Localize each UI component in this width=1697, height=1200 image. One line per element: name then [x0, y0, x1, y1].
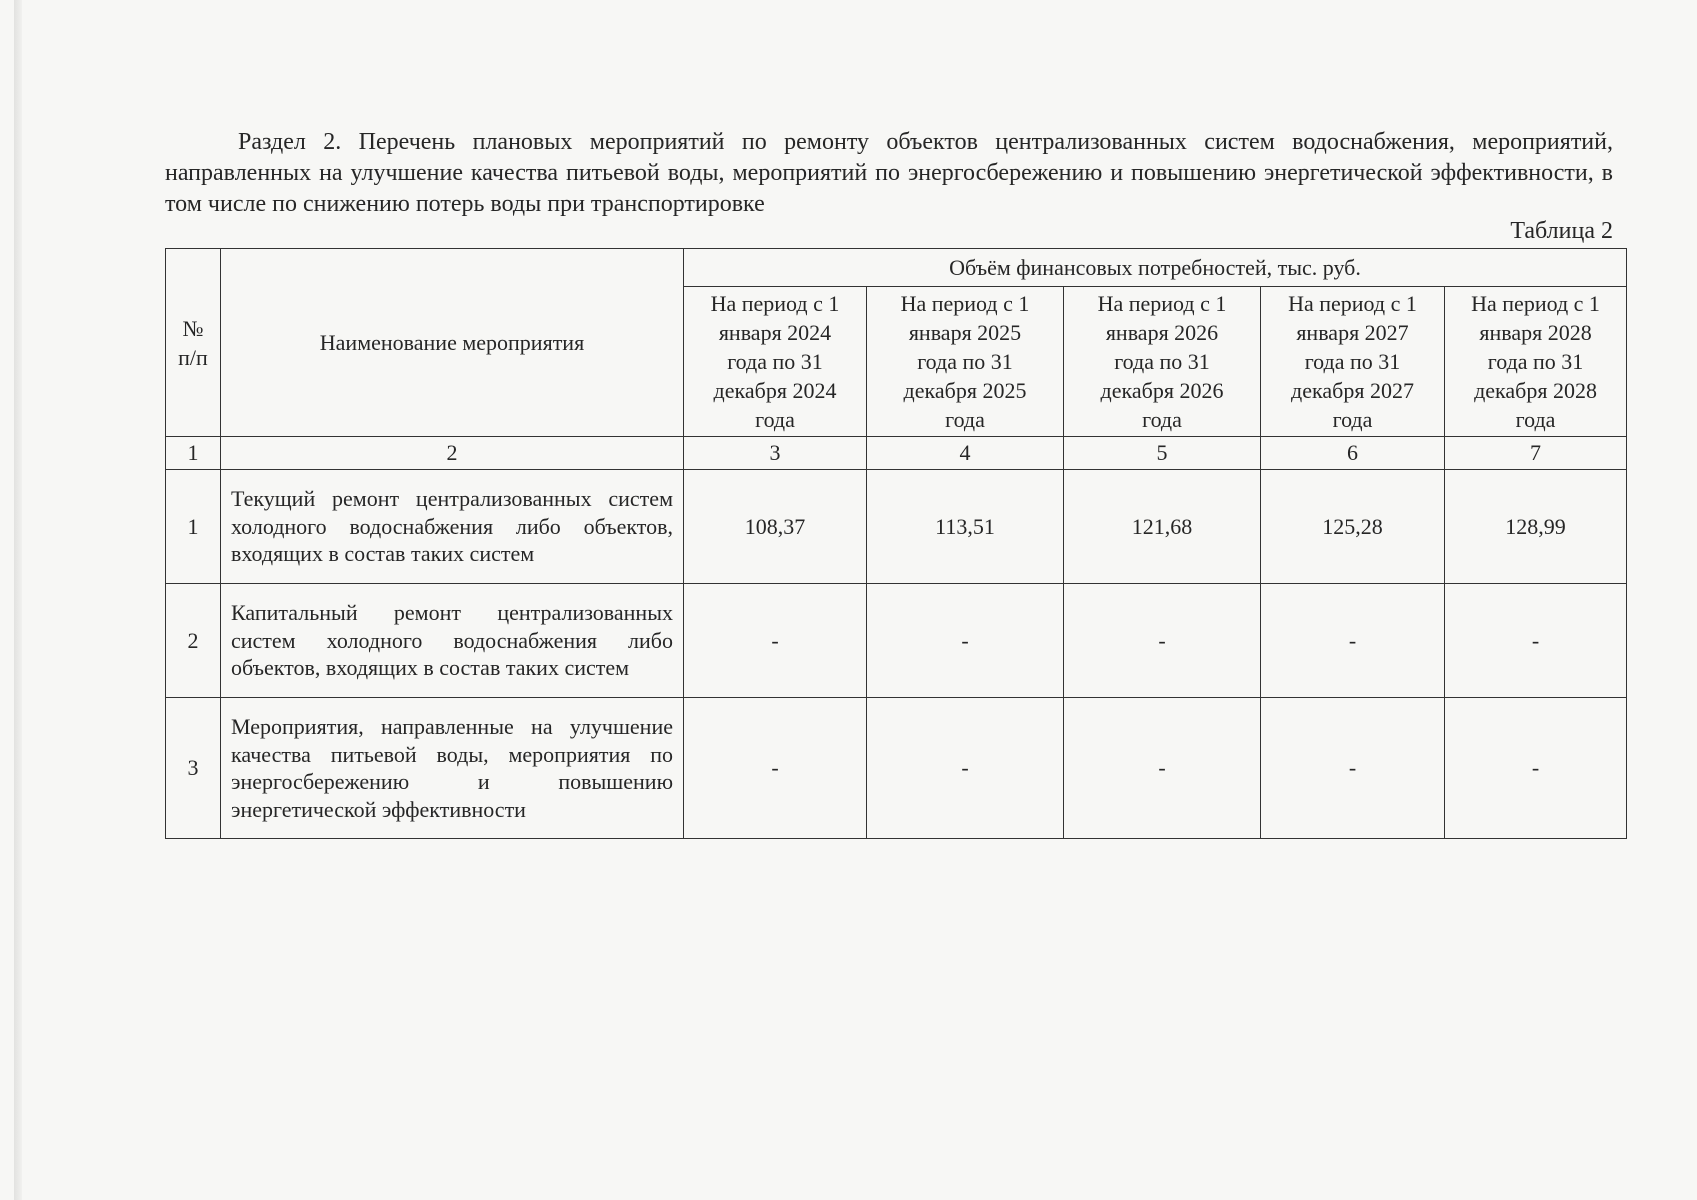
period-header: На период с 1 января 2027 года по 31 декабря 2027 года [1261, 287, 1445, 437]
column-number: 5 [1064, 437, 1261, 470]
value-cell: - [684, 584, 867, 698]
table-caption: Таблица 2 [1510, 218, 1613, 244]
row-number: 3 [166, 698, 221, 839]
column-number: 7 [1445, 437, 1627, 470]
value-cell: 113,51 [867, 470, 1064, 584]
financial-needs-table [165, 248, 1627, 839]
value-cell: - [1064, 584, 1261, 698]
value-cell: - [1445, 698, 1627, 839]
table-row [166, 584, 1627, 698]
column-number: 6 [1261, 437, 1445, 470]
activity-name: Капитальный ремонт централизованных систем холодного водоснабжения либо объектов, входящих в состав таких систем [221, 584, 684, 698]
column-number: 3 [684, 437, 867, 470]
period-header: На период с 1 января 2025 года по 31 декабря 2025 года [867, 287, 1064, 437]
activity-name: Текущий ремонт централизованных систем холодного водоснабжения либо объектов, входящих в состав таких систем [221, 470, 684, 584]
scan-page-edge [14, 0, 22, 1200]
value-cell: - [684, 698, 867, 839]
activity-name: Мероприятия, направленные на улучшение качества питьевой воды, мероприятия по энергосбережению и повышению энергетической эффективности [221, 698, 684, 839]
column-number: 4 [867, 437, 1064, 470]
value-cell: 125,28 [1261, 470, 1445, 584]
value-cell: - [1064, 698, 1261, 839]
value-cell: 121,68 [1064, 470, 1261, 584]
value-cell: - [1261, 584, 1445, 698]
period-header: На период с 1 января 2028 года по 31 декабря 2028 года [1445, 287, 1627, 437]
section-heading: Раздел 2. Перечень плановых мероприятий по ремонту объектов централизованных систем водоснабжения, мероприятий, направленных на улучшение качества питьевой воды, мероприятий по энергосбережению и повышению энергетической эффективности, в том числе по снижению потерь воды при транспортировке [165, 129, 1613, 217]
table-row [166, 698, 1627, 839]
col-name-header: Наименование мероприятия [221, 249, 684, 437]
period-header: На период с 1 января 2026 года по 31 декабря 2026 года [1064, 287, 1261, 437]
value-cell: - [1261, 698, 1445, 839]
row-number: 2 [166, 584, 221, 698]
row-number: 1 [166, 470, 221, 584]
table-row [166, 470, 1627, 584]
value-cell: - [867, 698, 1064, 839]
value-cell: - [867, 584, 1064, 698]
header-row-group [166, 249, 1627, 287]
column-number: 1 [166, 437, 221, 470]
finance-header: Объём финансовых потребностей, тыс. руб. [684, 249, 1627, 287]
col-number-header: № п/п [166, 249, 221, 437]
column-number-row [166, 437, 1627, 470]
column-number: 2 [221, 437, 684, 470]
value-cell: 108,37 [684, 470, 867, 584]
period-header: На период с 1 января 2024 года по 31 декабря 2024 года [684, 287, 867, 437]
value-cell: - [1445, 584, 1627, 698]
value-cell: 128,99 [1445, 470, 1627, 584]
